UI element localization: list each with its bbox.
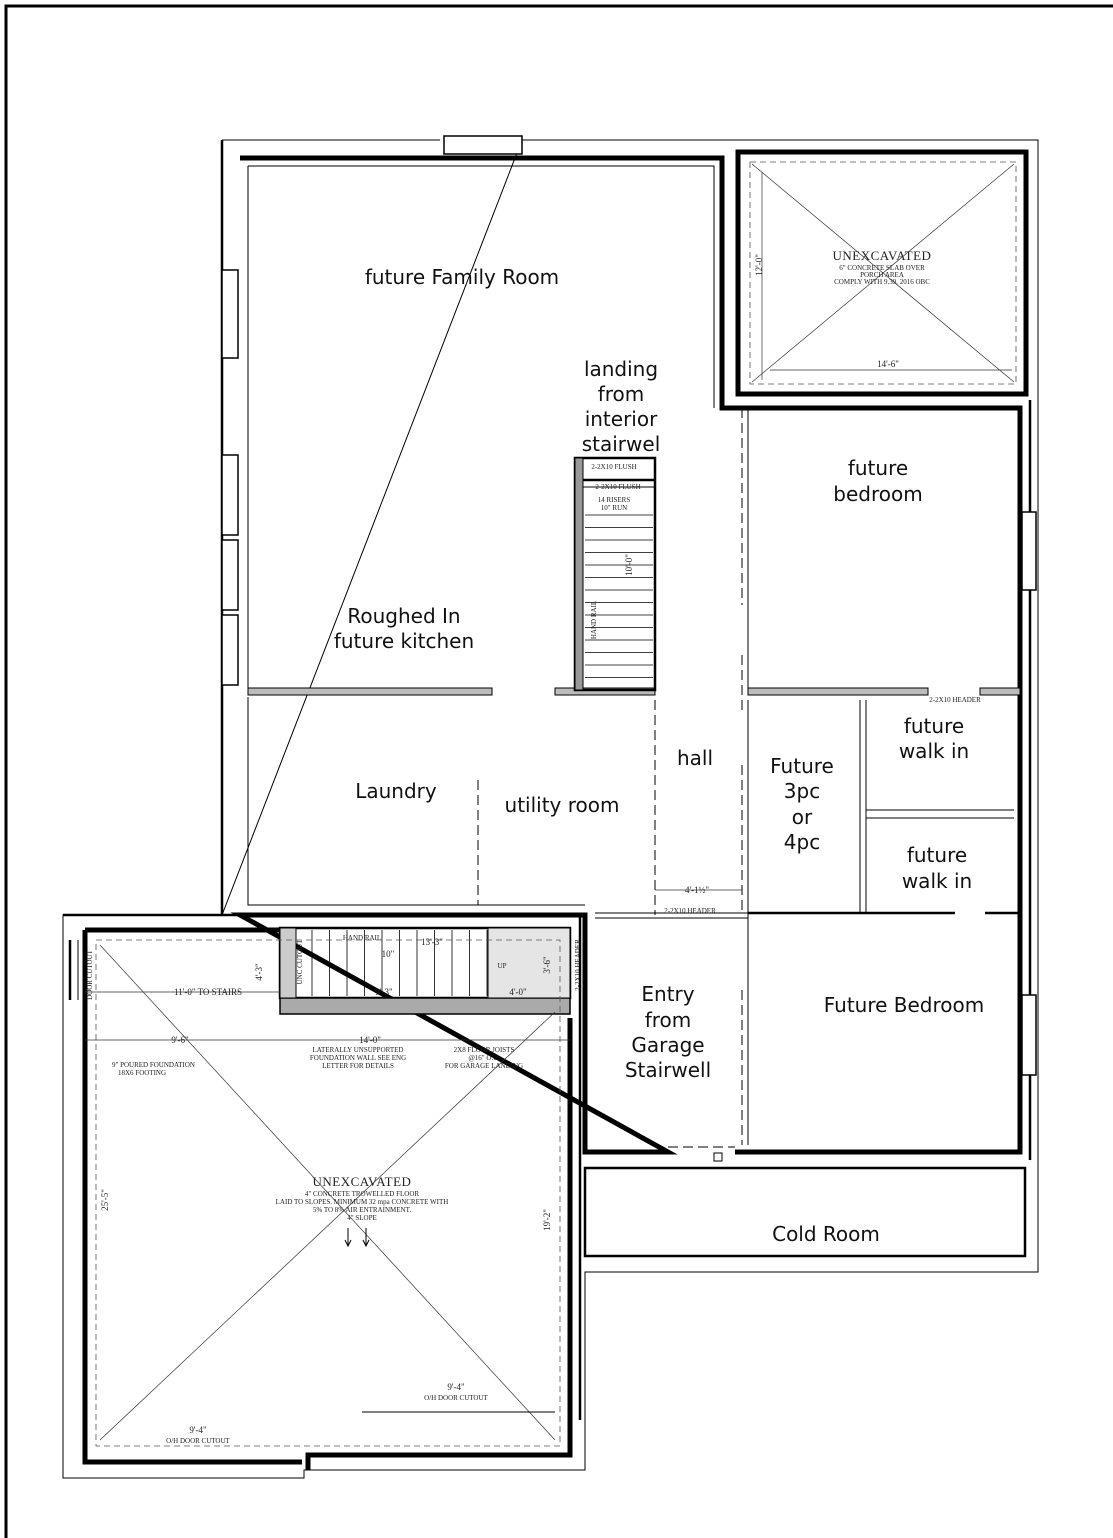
- label-entry-2: from: [644, 1008, 692, 1032]
- laterally-note-1: LATERALLY UNSUPPORTED: [312, 1046, 404, 1054]
- label-bath-3: or: [791, 805, 813, 829]
- to-stairs-dim: 11'-0" TO STAIRS: [174, 987, 242, 997]
- joists-note-1: 2X8 FLOOR JOISTS: [453, 1046, 515, 1054]
- interior-stair: [575, 458, 655, 690]
- stair-handrail-label: HAND RAIL: [590, 600, 598, 640]
- page-frame: [6, 6, 1113, 1538]
- slope-arrows: [345, 1228, 369, 1246]
- label-cold-room: Cold Room: [772, 1222, 880, 1246]
- porch-unexcavated-title: UNEXCAVATED: [832, 248, 932, 263]
- dim-19-2: 19'-2": [542, 1209, 552, 1231]
- garage-stair-4-0: 4'-0": [509, 987, 527, 997]
- stair-dim: 10'-0": [624, 554, 634, 576]
- garage-stair-10in: 10": [381, 949, 395, 959]
- dim-14-0: 14'-0": [359, 1035, 381, 1045]
- label-family-room: future Family Room: [364, 265, 560, 289]
- joists-note-3: FOR GARAGE LANDING: [444, 1062, 524, 1070]
- label-bedroom-top-2: bedroom: [833, 482, 923, 506]
- porch-note-3: COMPLY WITH 9.39. 2016 OBC: [834, 278, 930, 286]
- label-utility: utility room: [504, 793, 620, 817]
- room-labels: [334, 265, 984, 1246]
- oh-door-left: O/H DOOR CUTOUT: [166, 1437, 230, 1445]
- unc-cutout-label: UNC CUTOUT: [296, 939, 304, 985]
- dim-9-6: 9'-6": [171, 1035, 189, 1045]
- header-note-hall: 2-2X10 HEADER: [664, 907, 716, 915]
- laterally-note-2: FOUNDATION WALL SEE ENG: [309, 1054, 407, 1062]
- label-landing-1: landing: [583, 357, 659, 381]
- garage-note-3: 5% TO 8% AIR ENTRAINMENT.: [312, 1206, 412, 1214]
- laterally-note-3: LETTER FOR DETAILS: [322, 1062, 394, 1070]
- dim-25-5: 25'-5": [100, 1189, 110, 1211]
- garage-note-1: 4" CONCRETE TROWELLED FLOOR: [304, 1190, 420, 1198]
- label-entry-1: Entry: [641, 982, 695, 1006]
- oh-door-right: O/H DOOR CUTOUT: [424, 1394, 488, 1402]
- garage-unexcavated-title: UNEXCAVATED: [312, 1174, 412, 1189]
- label-walkin-1b: walk in: [898, 739, 970, 763]
- garage-stair-4-3: 4'-3": [254, 963, 264, 981]
- stair-header-1: 2-2X10 FLUSH: [591, 463, 637, 471]
- garage-stair-13-3: 13'-3": [421, 937, 443, 947]
- door-cutout-label: DOOR CUTOUT: [86, 950, 94, 1000]
- garage-stair-handrail: HAND RAIL: [342, 934, 382, 942]
- label-landing-3: interior: [584, 407, 658, 431]
- stair-header-2: 2-2X10 FLUSH: [595, 483, 641, 491]
- foundation-note-1: 9" POURED FOUNDATION: [112, 1061, 195, 1069]
- label-kitchen-1: Roughed In: [347, 604, 461, 628]
- dim-9-4-right: 9'-4": [447, 1382, 465, 1392]
- garage-stair-3-6: 3'-6": [542, 956, 552, 974]
- label-walkin-2a: future: [906, 843, 968, 867]
- label-bath-4: 4pc: [783, 830, 821, 854]
- label-landing-4: stairwel: [581, 432, 661, 456]
- garage-stair-up: UP: [497, 962, 507, 970]
- garage-note-4: 4" SLOPE: [347, 1214, 377, 1222]
- porch-note-2: PORCH AREA: [860, 271, 904, 279]
- label-bedroom-top-1: future: [847, 456, 909, 480]
- label-walkin-2b: walk in: [901, 869, 973, 893]
- stair-risers: 14 RISERS: [597, 496, 631, 504]
- header-note-bedroom: 2-2X10 HEADER: [929, 696, 981, 704]
- stair-run: 10" RUN: [600, 504, 628, 512]
- label-entry-4: Stairwell: [624, 1058, 712, 1082]
- label-bath-1: Future: [770, 754, 834, 778]
- dim-9-4-left: 9'-4": [189, 1425, 207, 1435]
- porch-dim-height: 12'-0": [754, 254, 764, 276]
- label-entry-3: Garage: [631, 1033, 705, 1057]
- foundation-note-2: 18X6 FOOTING: [118, 1069, 167, 1077]
- label-walkin-1a: future: [903, 714, 965, 738]
- label-bath-2: 3pc: [783, 779, 821, 803]
- porch-note-1: 6" CONCRETE SLAB OVER: [839, 264, 925, 272]
- label-hall: hall: [676, 746, 714, 770]
- label-laundry: Laundry: [355, 779, 437, 803]
- garage-stair-9-3: 9'-3": [375, 987, 393, 997]
- garage-note-2: LAID TO SLOPES. MINIMUM 32 mpa CONCRETE WITH: [275, 1198, 449, 1206]
- label-landing-2: from: [597, 382, 645, 406]
- label-kitchen-2: future kitchen: [333, 629, 475, 653]
- hall-width-dim: 4'-1½": [684, 885, 710, 895]
- porch-dim-width: 14'-6": [877, 359, 899, 369]
- label-bedroom-bottom: Future Bedroom: [823, 993, 985, 1017]
- joists-note-2: @16" O.C.: [468, 1054, 500, 1062]
- header-note-garage: 2-2X10 HEADER: [574, 939, 582, 991]
